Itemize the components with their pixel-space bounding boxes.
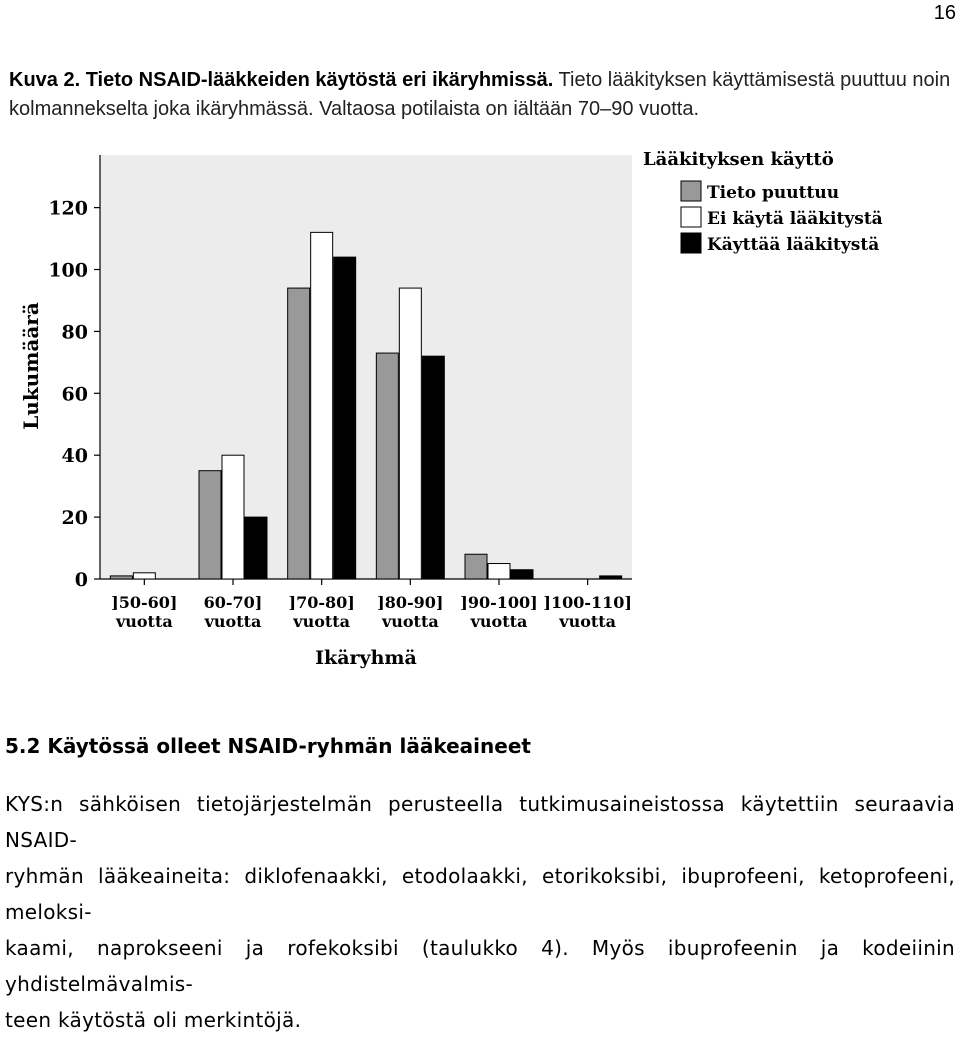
page-number: 16 (933, 2, 956, 24)
bar (288, 288, 310, 579)
x-tick-label-line: vuotta (559, 612, 617, 631)
y-tick-label: 0 (74, 569, 88, 591)
x-axis-label: Ikäryhmä (315, 647, 417, 669)
x-tick-label (289, 593, 355, 631)
legend-swatch (681, 207, 701, 227)
bar-chart (0, 140, 960, 680)
bar (376, 353, 398, 579)
body-line: ryhmän lääkeaineita: diklofenaakki, etodolaakki, etorikoksibi, ibuprofeeni, ketoprofeeni, meloksi- (5, 864, 955, 924)
x-tick-label-line: ]100-110] (543, 593, 632, 612)
legend (681, 181, 883, 255)
x-tick-label-line: vuotta (470, 612, 528, 631)
x-tick-label (543, 593, 632, 631)
bar (422, 356, 444, 579)
legend-label: Käyttää lääkitystä (707, 235, 880, 255)
bar (334, 257, 356, 579)
bar (245, 517, 267, 579)
x-tick-label-line: vuotta (115, 612, 173, 631)
y-tick-label: 120 (48, 197, 88, 220)
figure-caption (9, 66, 954, 124)
x-tick-label-line: vuotta (381, 612, 439, 631)
bar (199, 471, 221, 579)
x-tick-label-line: ]70-80] (288, 593, 355, 612)
bar (110, 576, 132, 579)
plot-background (100, 155, 632, 579)
caption-text: Tieto lääkityksen käyttämisestä puuttuu noin kolmannekselta joka ikäryhmässä. Valtaosa potilaista on iältään 70–90 vuotta. (9, 69, 951, 120)
x-tick-label (204, 593, 263, 631)
x-tick-label-line: vuotta (204, 612, 262, 631)
bar (600, 576, 622, 579)
bar (511, 570, 533, 579)
y-tick-label: 80 (61, 321, 88, 344)
bar (488, 564, 510, 579)
legend-swatch (681, 233, 701, 253)
body-line: KYS:n sähköisen tietojärjestelmän perusteella tutkimusaineistossa käytettiin seuraavia NSAID- (5, 792, 955, 852)
y-tick-label: 100 (48, 259, 88, 282)
y-tick-label: 40 (61, 445, 88, 468)
y-axis-label: Lukumäärä (19, 302, 43, 430)
body-line: kaami, naprokseeni ja rofekoksibi (taulukko 4). Myös ibuprofeenin ja kodeiinin yhdistelmävalmis- (5, 936, 955, 996)
x-tick-label-line: 60-70] (203, 593, 263, 612)
x-tick-label (460, 593, 537, 631)
x-tick-label (111, 593, 177, 631)
x-tick-label-line: ]90-100] (460, 593, 538, 612)
legend-label: Tieto puuttuu (707, 183, 840, 203)
section-body (5, 786, 955, 1038)
y-tick-label: 60 (61, 383, 88, 406)
bar (222, 455, 244, 579)
x-tick-label-line: ]80-90] (377, 593, 444, 612)
legend-title: Lääkityksen käyttö (643, 149, 834, 170)
y-tick-label: 20 (61, 507, 88, 530)
x-tick-label (377, 593, 443, 631)
body-line: teen käytöstä oli merkintöjä. (5, 1008, 302, 1032)
bar (399, 288, 421, 579)
bar (311, 232, 333, 579)
bar (133, 573, 155, 579)
plot-area (100, 155, 632, 579)
bar (465, 554, 487, 579)
caption-label: Kuva 2. Tieto NSAID-lääkkeiden käytöstä eri ikäryhmissä. (9, 69, 554, 91)
x-tick-label-line: ]50-60] (111, 593, 178, 612)
legend-label: Ei käytä lääkitystä (707, 209, 883, 229)
section-heading: 5.2 Käytössä olleet NSAID-ryhmän lääkeaineet (5, 734, 531, 758)
x-tick-label-line: vuotta (293, 612, 351, 631)
legend-swatch (681, 181, 701, 201)
